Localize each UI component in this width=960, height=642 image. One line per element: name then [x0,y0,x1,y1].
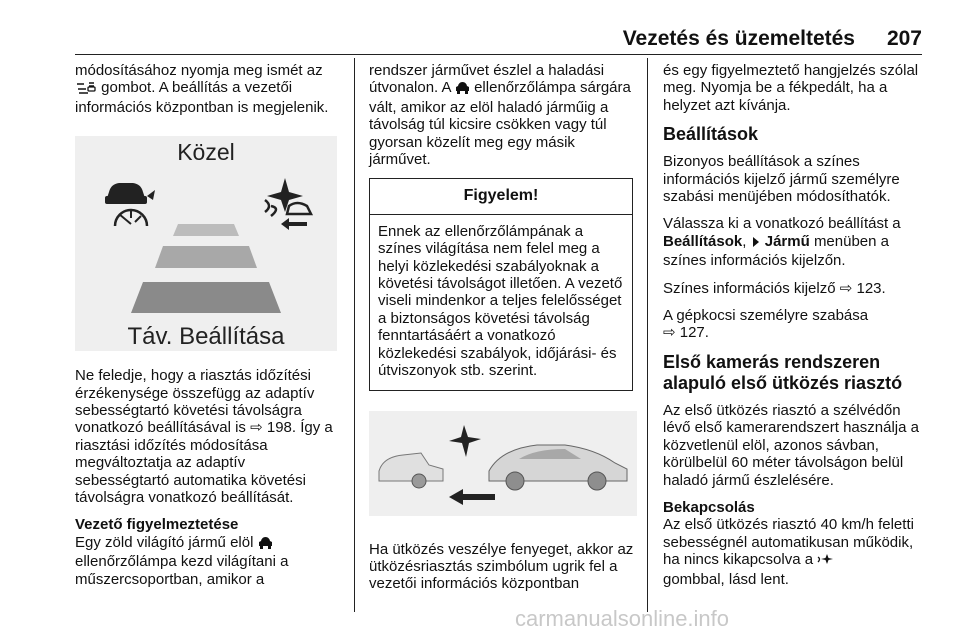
column-2 [369,62,637,603]
paragraph: Színes információs kijelző ⇨ 123. [663,279,886,297]
paragraph: Válassza ki a vonatkozó beállítást a Beállítások, Jármű menüben a színes információs kijelzőn. [663,215,901,270]
section-heading: Bekapcsolás [663,498,755,516]
forward-collision-button-icon [817,553,835,570]
paragraph: rendszer járművet észlel a haladási útvonalon. A ellenőrzőlámpa sárgára vált, amikor az elöl haladó járműig a távolság túl kicsire csökken vagy túl gyorsan közelít meg egy másik járművet. [369,62,631,169]
paragraph: és egy figyelmeztető hangjelzés szólal meg. Nyomja be a fékpedált, ha a helyzet azt kívánja. [663,62,919,114]
paragraph: Ne feledje, hogy a riasztás időzítési érzékenysége összefügg az adaptív sebességtartó követési távolságra vonatkozó beállításával is ⇨ 198. Így a riasztási időzítés módosítása megváltoztatja az adaptív sebességtartó automatika követési távolságra vonatkozó beállítását. [75,367,333,507]
arrow-left-icon [449,489,495,505]
column-3 [663,62,931,598]
figure-label-far: Táv. Beállítása [127,322,285,350]
collision-warning-figure [369,411,637,516]
column-1 [75,62,343,598]
warning-text: Ennek az ellenőrzőlámpának a színes világítása nem felel meg a helyi közlekedési szabályoknak a követési távolságot illetően. A vezető viseli mindenkor a teljes felelősséget a biztonságos követési távolság fenntartásáért a vonatkozó közlekedési szabályok, időjárási- és útviszonyok stb. szerint. [378,222,623,380]
chapter-title: Vezetés és üzemeltetés [622,27,855,50]
watermark: carmanualsonline.info [515,606,730,631]
paragraph: módosításához nyomja meg ismét az gombot. A beállítás a vezetői információs központban is megjelenik. [75,62,329,116]
column-divider [354,58,355,612]
warning-title: Figyelem! [370,179,632,214]
following-gap-display-figure [75,136,337,351]
vehicle-ahead-icon [258,536,273,553]
paragraph: Egy zöld világító jármű elöl ellenőrzőlámpa kezd világítani a műszercsoportban, amikor a [75,533,289,588]
collision-alert-icon [265,178,311,230]
page-number: 207 [886,27,922,50]
car-alert-icon [105,183,155,226]
rear-car-illustration [379,453,443,488]
gap-bar-near [173,224,239,236]
page-header [0,0,960,56]
paragraph: Az első ütközés riasztó 40 km/h feletti sebességnél automatikusan működik, ha nincs kikapcsolva a gombbal, lásd lent. [663,516,914,588]
paragraph: A gépkocsi személyre szabása ⇨ 127. [663,307,869,342]
paragraph: Az első ütközés riasztó a szélvédőn lévő első kamerarendszert használja a közvetlenül elöl, azonos sávban, körülbelül 60 méter távolságon belül haladó jármű észlelésére. [663,401,919,489]
section-heading: Első kamerás rendszeren alapuló első ütközés riasztó [663,351,903,393]
warning-box [369,178,633,390]
figure-label-near: Közel [177,139,235,166]
section-heading: Vezető figyelmeztetése [75,516,239,534]
vehicle-ahead-icon [455,81,470,98]
gap-bar-medium [155,246,257,268]
column-divider [647,58,648,612]
follow-distance-button-icon [75,80,97,98]
front-car-illustration [489,445,627,490]
paragraph: Bizonyos beállítások a színes információs kijelző jármű személyre szabási menüjében módosíthatók. [663,153,900,206]
header-rule [75,54,922,55]
paragraph: Ha ütközés veszélye fenyeget, akkor az ütközésriasztás szimbólum ugrik fel a vezetői információs központban [369,540,634,593]
section-heading: Beállítások [663,124,759,145]
gap-bar-far [131,282,281,313]
menu-arrow-icon [751,235,761,252]
star-impact-icon [449,425,481,457]
